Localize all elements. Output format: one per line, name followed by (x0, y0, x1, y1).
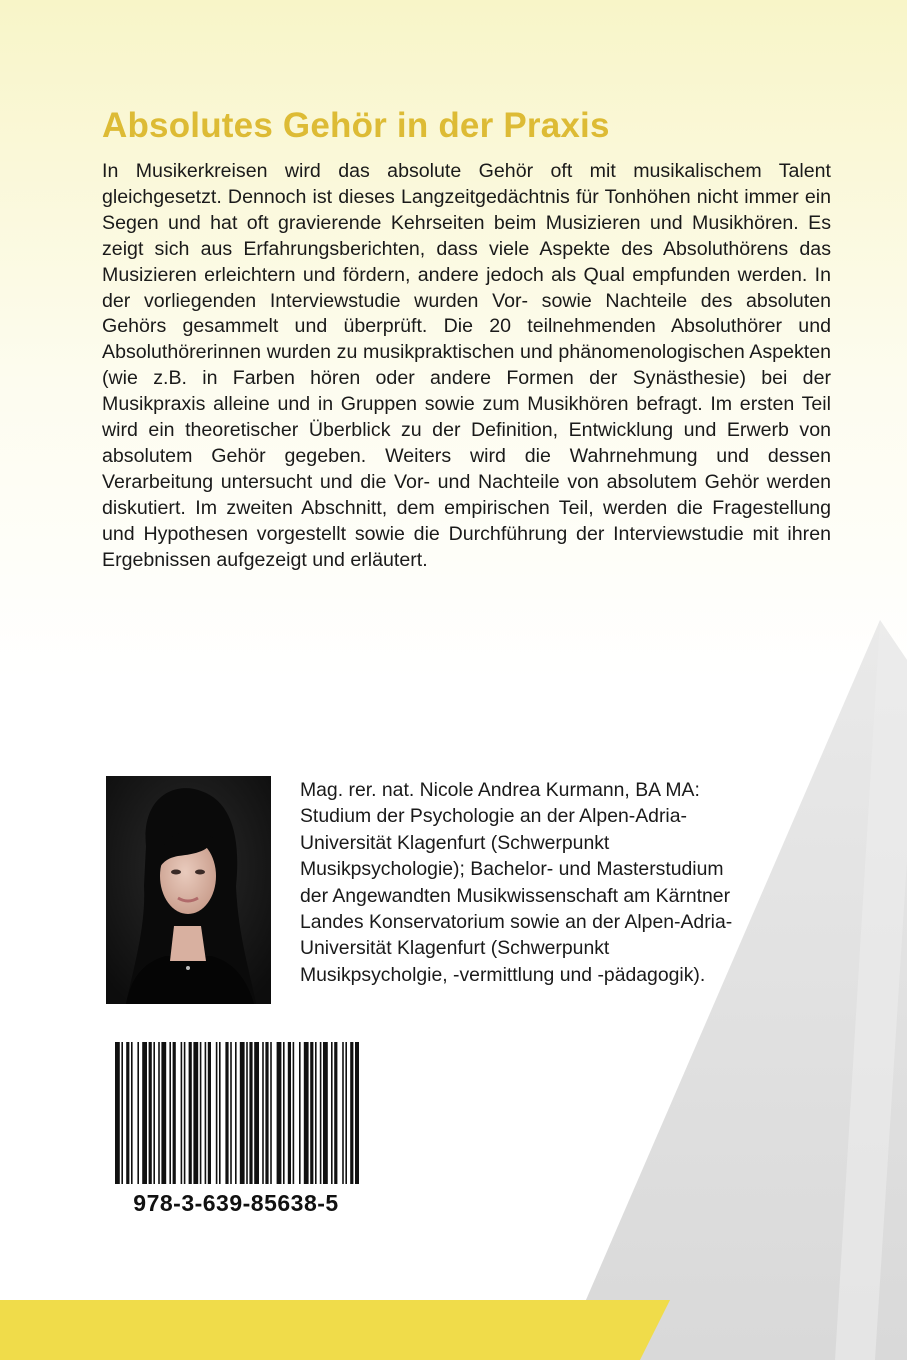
author-bio-line: Landes Konservatorium sowie an der Alpen-Adria- (300, 911, 733, 934)
barcode-bar (254, 1042, 259, 1184)
barcode-bar (304, 1042, 309, 1184)
author-photo (106, 776, 271, 1004)
barcode-bar (169, 1042, 171, 1184)
barcode-bar (320, 1042, 322, 1184)
barcode-bar (121, 1042, 123, 1184)
barcode-bar (334, 1042, 337, 1184)
author-bio-line: Musikpsychologie); Bachelor- und Masterstudium (300, 858, 724, 881)
barcode-bar (131, 1042, 133, 1184)
author-bio (300, 777, 820, 988)
barcode-bar (262, 1042, 264, 1184)
barcode-bar (310, 1042, 313, 1184)
barcode-bar (355, 1042, 359, 1184)
barcode-bar (189, 1042, 192, 1184)
book-title: Absolutes Gehör in der Praxis (102, 106, 610, 145)
barcode-bar (283, 1042, 285, 1184)
barcode-bar (181, 1042, 183, 1184)
barcode-bar (277, 1042, 282, 1184)
barcode-bar (270, 1042, 272, 1184)
barcode-bar (149, 1042, 152, 1184)
barcode-bar (246, 1042, 248, 1184)
author-bio-line: der Angewandten Musikwissenschaft am Kärntner (300, 884, 731, 907)
barcode-bar (205, 1042, 207, 1184)
barcode-bar (299, 1042, 301, 1184)
barcode-bar (225, 1042, 228, 1184)
barcode-bar (184, 1042, 186, 1184)
barcode-bar (230, 1042, 232, 1184)
barcode-bar (293, 1042, 295, 1184)
barcode-bar (137, 1042, 139, 1184)
barcode-bar (153, 1042, 155, 1184)
barcode-bar (350, 1042, 353, 1184)
barcode-bar (142, 1042, 147, 1184)
barcode-bar (115, 1042, 120, 1184)
barcode-bar (208, 1042, 211, 1184)
barcode-bar (323, 1042, 328, 1184)
author-bio-line: Universität Klagenfurt (Schwerpunkt (300, 937, 610, 960)
barcode-bar (288, 1042, 291, 1184)
isbn-barcode (113, 1042, 359, 1184)
book-description: In Musikerkreisen wird das absolute Gehör oft mit musikalischem Talent gleichgesetzt. Dennoch ist dieses Langzeitgedächtnis für Tonhöhen nicht immer ein Segen und hat oft gravierende Kehrseiten beim Musizieren und Musikhören. Es zeigt sich aus Erfahrungsberichten, dass viele Aspekte des Absoluthörens das Musizieren erleichtern und fördern, andere jedoch als Qual empfunden werden. In der vorliegenden Interviewstudie wurden Vor- sowie Nachteile des absoluten Gehörs gesammelt und überprüft. Die 20 teilnehmenden Absoluthörer und Absoluthörerinnen wurden zu musikpraktischen und phänomenologischen Aspekten (wie z.B. in Farben hören oder andere Formen der Synästhesie) bei der Musikpraxis alleine und in Gruppen sowie zum Musikhören befragt. Im ersten Teil wird ein theoretischer Überblick zu der Definition, Entwicklung und Erwerb von absolutem Gehör gegeben. Weiters wird die Wahrnehmung und dessen Verarbeitung untersucht und die Vor- und Nachteile von absolutem Gehör werden diskutiert. Im zweiten Abschnitt, dem empirischen Teil, werden die Fragestellung und Hypothesen vorgestellt sowie die Durchführung der Interviewstudie mit ihren Ergebnissen aufgezeigt und erläutert. (102, 160, 831, 571)
barcode-bar (173, 1042, 176, 1184)
author-bio-line: Universität Klagenfurt (Schwerpunkt (300, 831, 610, 854)
barcode-bar (249, 1042, 252, 1184)
author-bio-line: Studium der Psychologie an der Alpen-Adria- (300, 805, 687, 828)
barcode-bar (342, 1042, 344, 1184)
barcode-bar (161, 1042, 166, 1184)
barcode-bar (126, 1042, 129, 1184)
barcode-bar (193, 1042, 198, 1184)
isbn-number: 978-3-639-85638-5 (133, 1190, 339, 1216)
barcode-bar (240, 1042, 245, 1184)
author-bio-line: Mag. rer. nat. Nicole Andrea Kurmann, BA MA: (300, 779, 700, 801)
barcode-bar (235, 1042, 237, 1184)
barcode-bar (200, 1042, 202, 1184)
barcode-bar (315, 1042, 317, 1184)
barcode-bar (331, 1042, 333, 1184)
barcode-bar (219, 1042, 221, 1184)
barcode-bar (216, 1042, 218, 1184)
author-bio-line: Musikpsycholgie, -vermittlung und -pädagogik). (300, 963, 706, 986)
barcode-bar (158, 1042, 160, 1184)
barcode-bar (265, 1042, 268, 1184)
barcode-bar (345, 1042, 347, 1184)
